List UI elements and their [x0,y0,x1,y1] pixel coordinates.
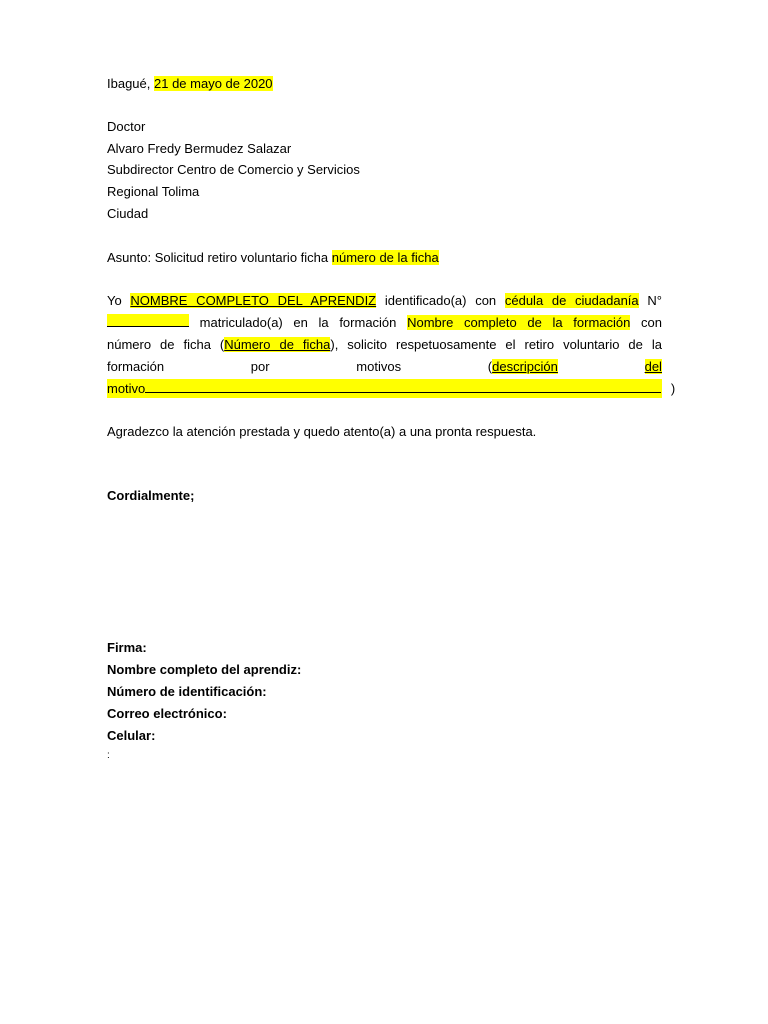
word-matriculado: matriculado(a) en la formación [199,315,397,330]
signature-celular: Celular: [107,728,156,743]
signature-dot: : [107,750,110,761]
ficha-placeholder: Número de ficha [224,337,331,352]
word-solicito: ), solicito respetuosamente el retiro voluntario de la [330,337,662,352]
word-yo: Yo [107,293,122,308]
date-placeholder: 21 de mayo de 2020 [154,76,273,91]
subject-placeholder: número de la ficha [331,250,439,265]
word-numero-de-ficha: número de ficha ( [107,337,225,352]
name-placeholder: NOMBRE COMPLETO DEL APRENDIZ [130,293,377,308]
thanks-line: Agradezco la atención prestada y quedo atento(a) a una pronta respuesta. [107,424,537,439]
close-paren: ) [670,381,676,396]
body-line-3 [107,334,662,356]
word-formacion: formación [107,359,165,374]
motivo-placeholder: motivo [107,381,146,396]
body-line-4 [107,356,662,378]
word-con: con [475,293,497,308]
signature-nombre: Nombre completo del aprendiz: [107,662,302,677]
id-number-blank [107,314,189,327]
motivo-blank [145,380,661,393]
recipient-city: Ciudad [107,206,149,221]
word-por: por [250,359,270,374]
date-line [107,74,273,94]
city-prefix: Ibagué, [107,76,151,91]
signature-firma: Firma: [107,640,147,655]
recipient-title: Doctor [107,119,146,134]
body-line-1 [107,290,662,312]
id-type-placeholder: cédula de ciudadanía [504,293,639,308]
word-identificado: identificado(a) [384,293,467,308]
body-line-5 [107,379,675,399]
recipient-position: Subdirector Centro de Comercio y Servicios [107,162,360,177]
word-motivos: motivos [356,359,402,374]
signature-identificacion: Número de identificación: [107,684,267,699]
closing-line: Cordialmente; [107,488,195,503]
body-line-2 [107,312,662,334]
word-con-2: con [641,315,663,330]
subject-line [107,248,439,268]
subject-prefix: Asunto: Solicitud retiro voluntario ficha [107,250,329,265]
recipient-name: Alvaro Fredy Bermudez Salazar [107,141,292,156]
open-paren: ( [487,359,493,374]
signature-correo: Correo electrónico: [107,706,227,721]
numero-symbol: N° [647,293,662,308]
word-del: del [644,359,662,374]
recipient-region: Regional Tolima [107,184,200,199]
descripcion-placeholder: descripción [492,359,558,374]
formation-placeholder: Nombre completo de la formación [407,315,631,330]
